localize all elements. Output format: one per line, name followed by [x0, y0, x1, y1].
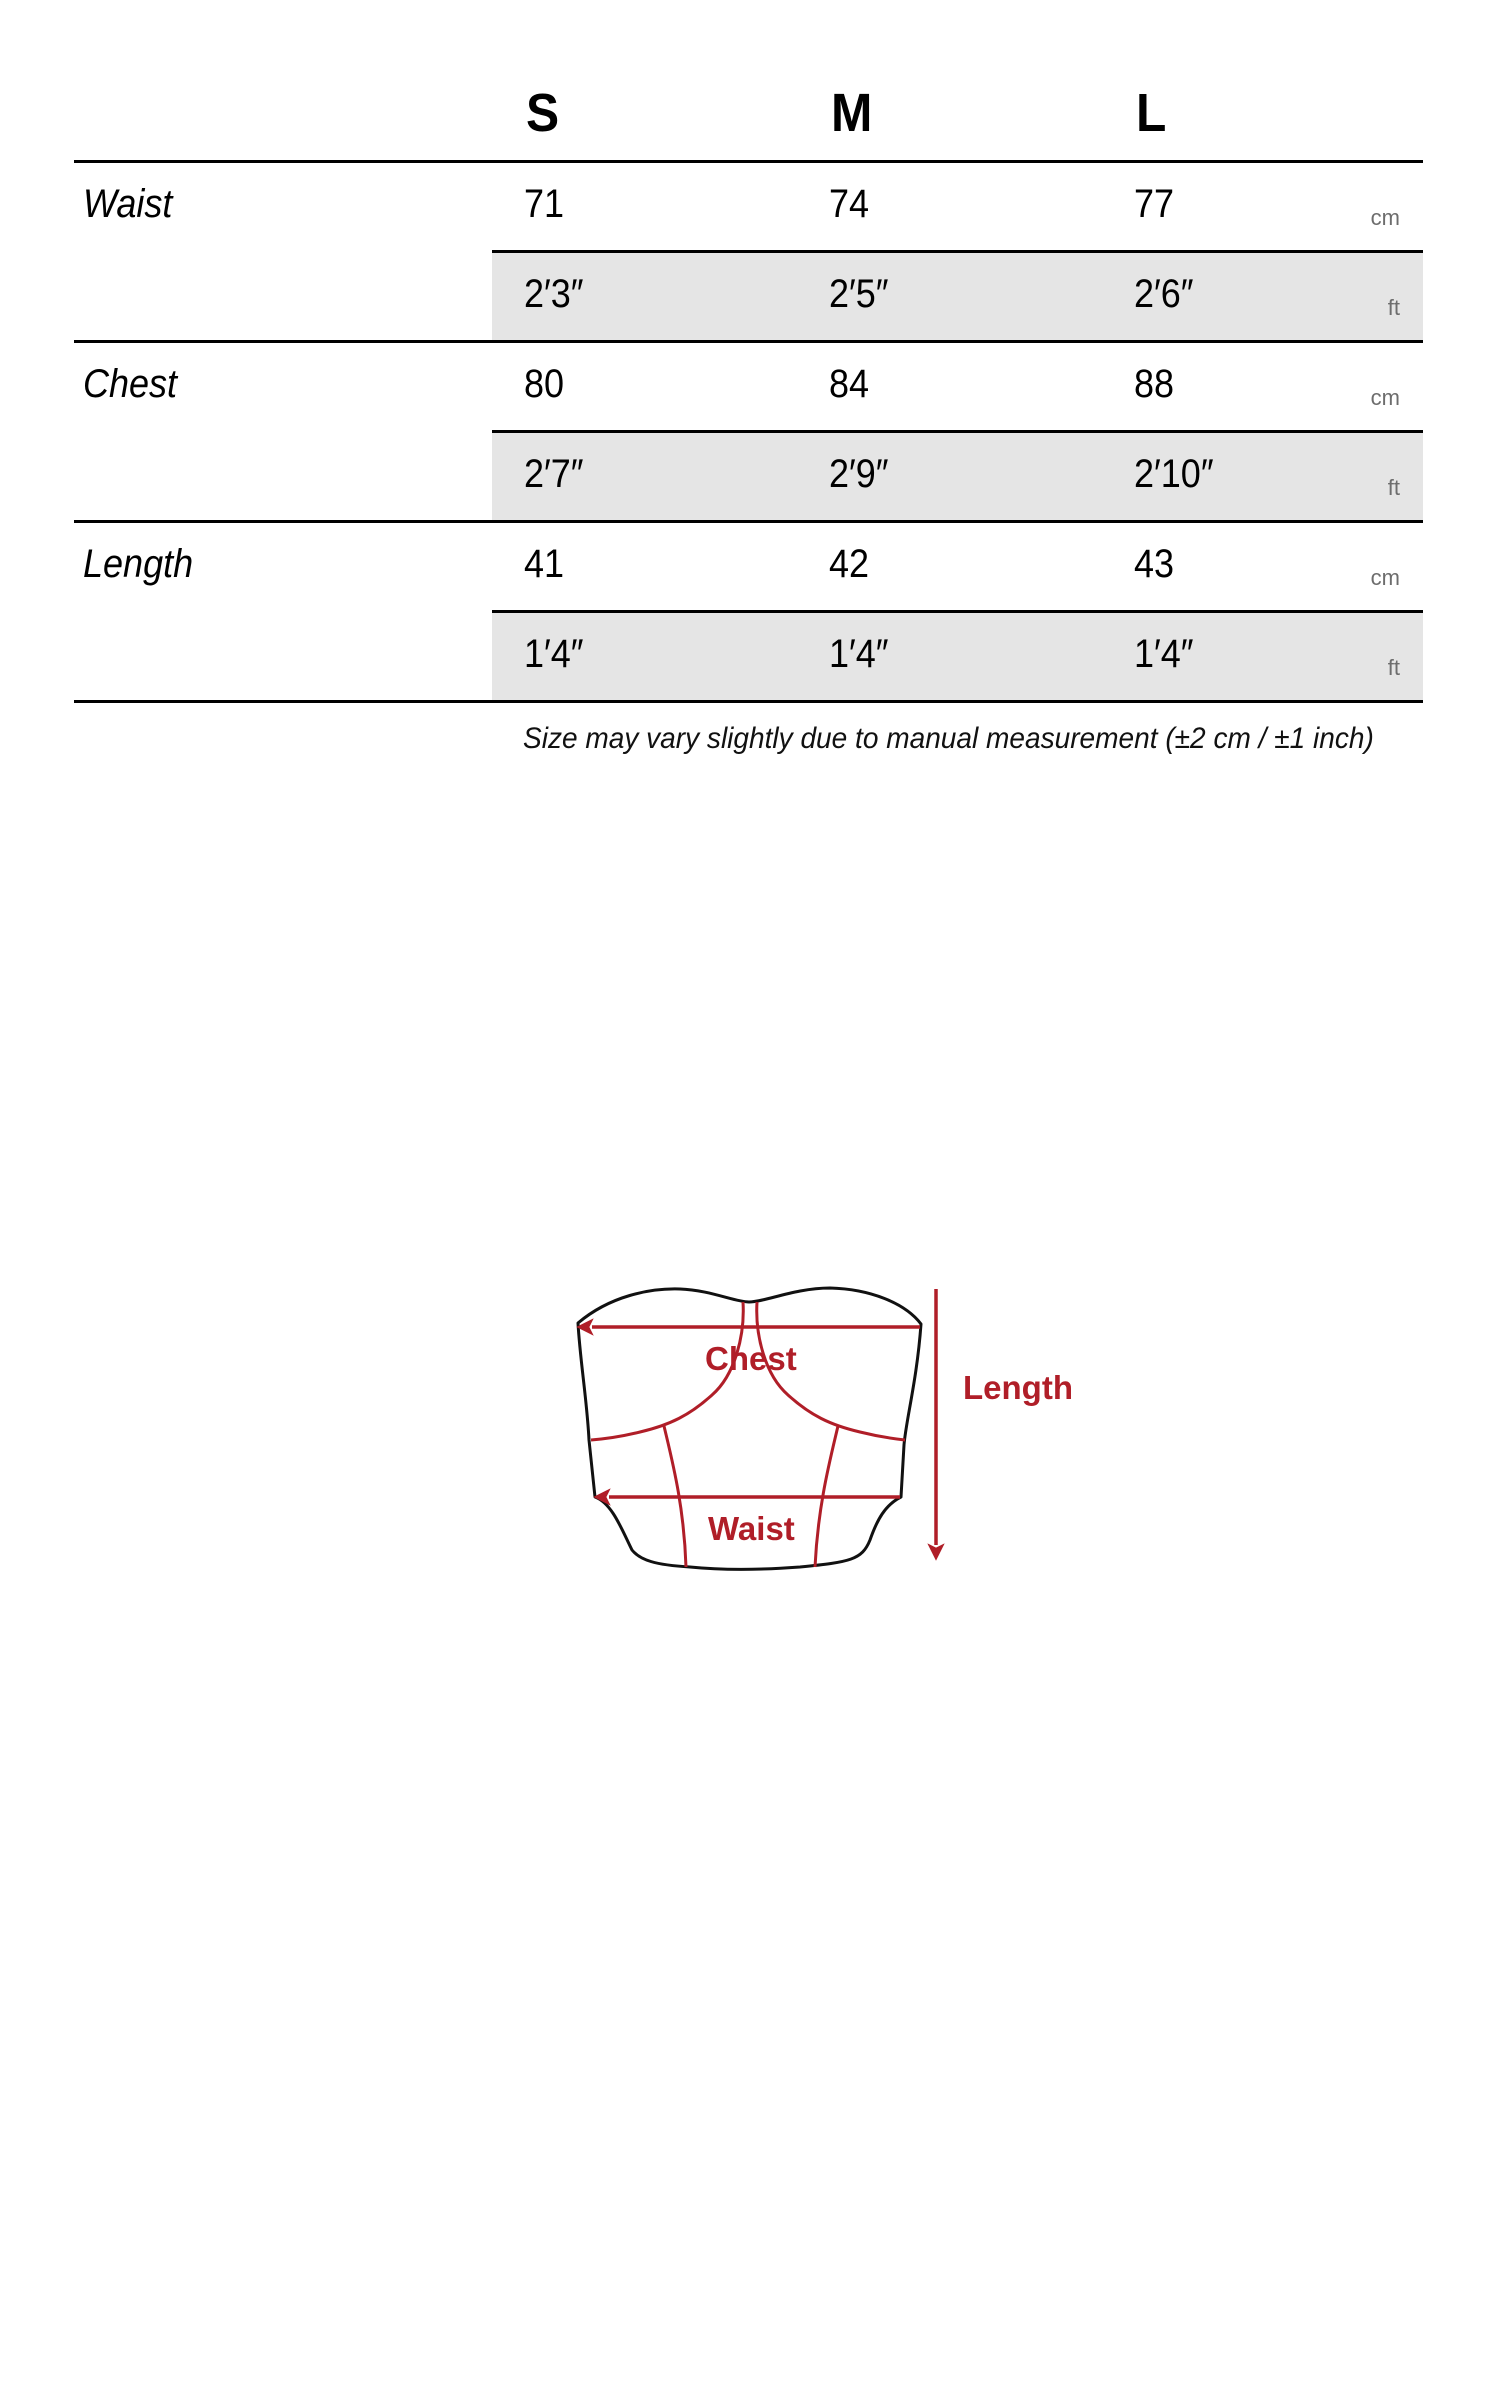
unit-label-ft: ft — [1387, 295, 1400, 320]
row-label-chest: Chest — [83, 362, 178, 406]
waist-ft-s: 2′3″ — [524, 272, 584, 316]
length-label: Length — [963, 1369, 1073, 1406]
table-top-rule — [74, 160, 1423, 163]
chest-cm-m: 84 — [829, 362, 870, 406]
unit-label-ft: ft — [1387, 655, 1400, 680]
waist-cm-l: 77 — [1134, 182, 1175, 226]
waist-ft-m: 2′5″ — [829, 272, 889, 316]
column-header-m: M — [831, 83, 873, 143]
chest-label: Chest — [705, 1340, 797, 1377]
row-label-waist: Waist — [83, 182, 173, 226]
length-cm-l: 43 — [1134, 542, 1175, 586]
waist-cm-s: 71 — [524, 182, 565, 226]
waist-cm-m: 74 — [829, 182, 870, 226]
imperial-row-band — [492, 613, 1423, 700]
chest-cm-l: 88 — [1134, 362, 1175, 406]
unit-label-ft: ft — [1387, 475, 1400, 500]
length-ft-m: 1′4″ — [829, 632, 889, 676]
size-chart-table — [0, 0, 1500, 780]
group-divider — [74, 340, 1423, 343]
garment-outline — [578, 1288, 921, 1569]
length-cm-s: 41 — [524, 542, 565, 586]
chest-ft-m: 2′9″ — [829, 452, 889, 496]
row-divider — [492, 430, 1423, 433]
table-bottom-rule — [74, 700, 1423, 703]
imperial-row-band — [492, 433, 1423, 520]
waist-label: Waist — [708, 1510, 795, 1547]
row-label-length: Length — [83, 542, 194, 586]
group-divider — [74, 520, 1423, 523]
column-header-l: L — [1136, 83, 1167, 143]
waist-ft-l: 2′6″ — [1134, 272, 1194, 316]
column-header-s: S — [526, 83, 560, 143]
length-ft-l: 1′4″ — [1134, 632, 1194, 676]
imperial-row-band — [492, 253, 1423, 340]
unit-label-cm: cm — [1370, 565, 1400, 590]
unit-label-cm: cm — [1370, 385, 1400, 410]
seam-lines — [591, 1302, 905, 1567]
chest-ft-s: 2′7″ — [524, 452, 584, 496]
row-divider — [492, 610, 1423, 613]
row-divider — [492, 250, 1423, 253]
length-cm-m: 42 — [829, 542, 870, 586]
unit-label-cm: cm — [1370, 205, 1400, 230]
chest-ft-l: 2′10″ — [1134, 452, 1214, 496]
length-ft-s: 1′4″ — [524, 632, 584, 676]
chest-cm-s: 80 — [524, 362, 565, 406]
measurement-disclaimer: Size may vary slightly due to manual measurement (±2 cm / ±1 inch) — [523, 722, 1374, 755]
